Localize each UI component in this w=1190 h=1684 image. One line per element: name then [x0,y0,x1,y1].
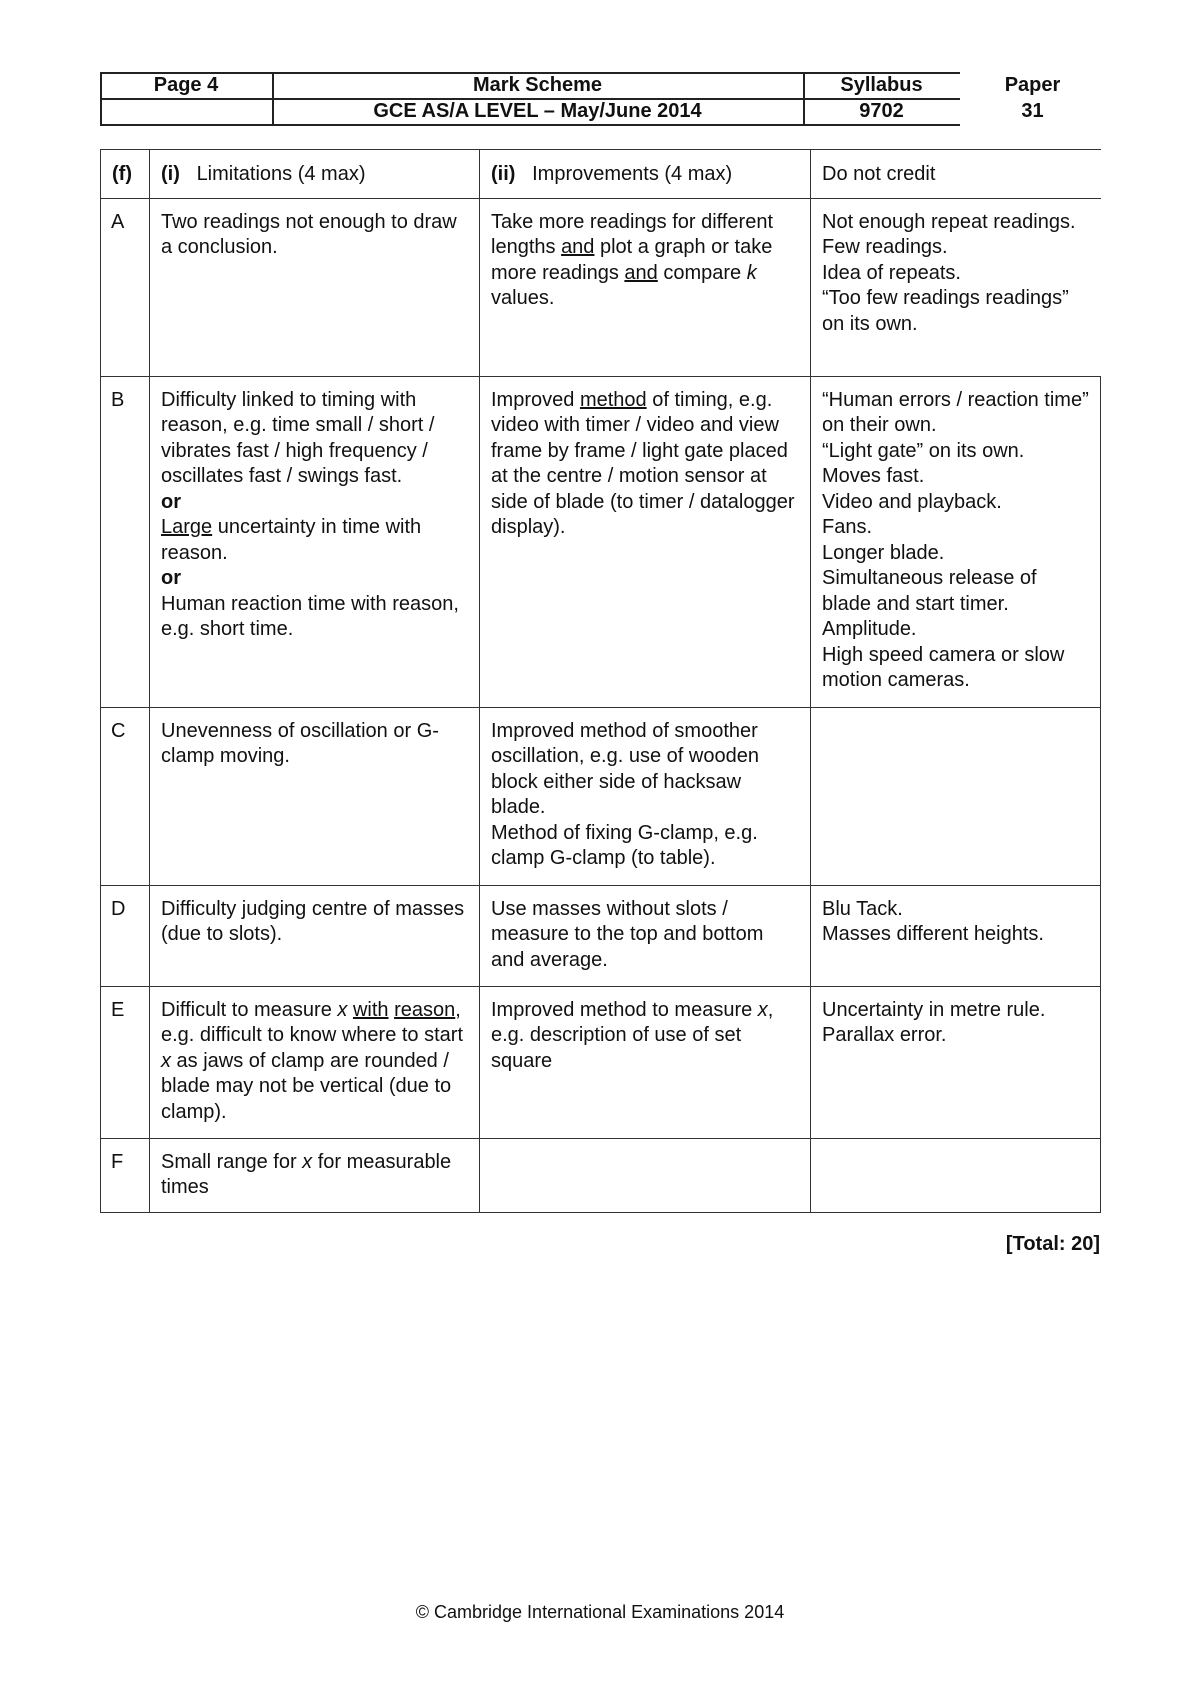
improvement-text: Improved method of timing, e.g. video with timer / video and view frame by frame / light gate placed at the centre / motion sensor at side of blade (to timer / datalogger display). [480,376,811,707]
do-not-credit-text: Not enough repeat readings. Few readings. Idea of repeats. “Too few readings readings” on its own. [811,198,1101,376]
copyright-footer: © Cambridge International Examinations 2014 [415,1602,785,1622]
improvement-text: Use masses without slots / measure to the top and bottom and average. [480,885,811,986]
improvements-title: Improvements (4 max) [532,163,733,185]
row-label: C [101,707,150,885]
table-row [101,1138,1101,1212]
paper-number: 31 [1021,100,1044,122]
row-label: A [101,198,150,376]
syllabus-code: 9702 [859,100,904,122]
limitation-text: Difficult to measure x with reason, e.g. difficult to know where to start x as jaws of clamp are rounded / blade may not be vertical (due to clamp). [150,986,480,1138]
page-header [100,72,1061,126]
limitation-text: Difficulty judging centre of masses (due to slots). [150,885,480,986]
do-not-credit-text [811,1138,1101,1212]
table-row [101,198,1101,376]
row-label: B [101,376,150,707]
paper-label: Paper [1004,74,1061,96]
header-limitations [150,150,480,199]
exam-session: GCE AS/A LEVEL – May/June 2014 [373,100,702,122]
improvement-text [480,1138,811,1212]
improvements-number: (ii) [491,163,516,185]
header-improvements [480,150,811,199]
limitation-text: Unevenness of oscillation or G-clamp moving. [150,707,480,885]
page-label: Page 4 [153,74,219,96]
table-row [101,707,1101,885]
part-label: (f) [101,150,150,199]
limitations-title: Limitations (4 max) [196,163,366,185]
table-row [101,986,1101,1138]
header-rule-bottom [100,124,960,126]
improvement-text: Improved method of smoother oscillation, e.g. use of wooden block either side of hacksaw blade. Method of fixing G-clamp, e.g. clamp G-clamp (to table). [480,707,811,885]
limitation-text: Small range for x for measurable times [150,1138,480,1212]
table-row [101,376,1101,707]
do-not-credit-text: “Human errors / reaction time” on their own. “Light gate” on its own. Moves fast. Video and playback. Fans. Longer blade. Simultaneous release of blade and start timer. Amplitude. High speed camera or slow motion cameras. [811,376,1101,707]
do-not-credit-text: Blu Tack. Masses different heights. [811,885,1101,986]
header-do-not-credit: Do not credit [811,150,1101,199]
doc-title: Mark Scheme [473,74,602,96]
do-not-credit-text [811,707,1101,885]
row-label: E [101,986,150,1138]
table-row [101,885,1101,986]
limitations-number: (i) [161,163,180,185]
row-label: D [101,885,150,986]
total-marks: [Total: 20] [1005,1233,1100,1255]
improvement-text: Take more readings for different lengths and plot a graph or take more readings and compare k values. [480,198,811,376]
do-not-credit-text: Uncertainty in metre rule. Parallax error. [811,986,1101,1138]
row-label: F [101,1138,150,1212]
improvement-text: Improved method to measure x, e.g. description of use of set square [480,986,811,1138]
limitation-text: Two readings not enough to draw a conclusion. [150,198,480,376]
mark-scheme-table [100,149,1101,1213]
table-header-row [101,150,1101,199]
limitation-text: Difficulty linked to timing with reason, e.g. time small / short / vibrates fast / high frequency / oscillates fast / swings fast. or Large uncertainty in time with reason. or Human reaction time with reason, e.g. short time. [150,376,480,707]
syllabus-label: Syllabus [840,74,923,96]
